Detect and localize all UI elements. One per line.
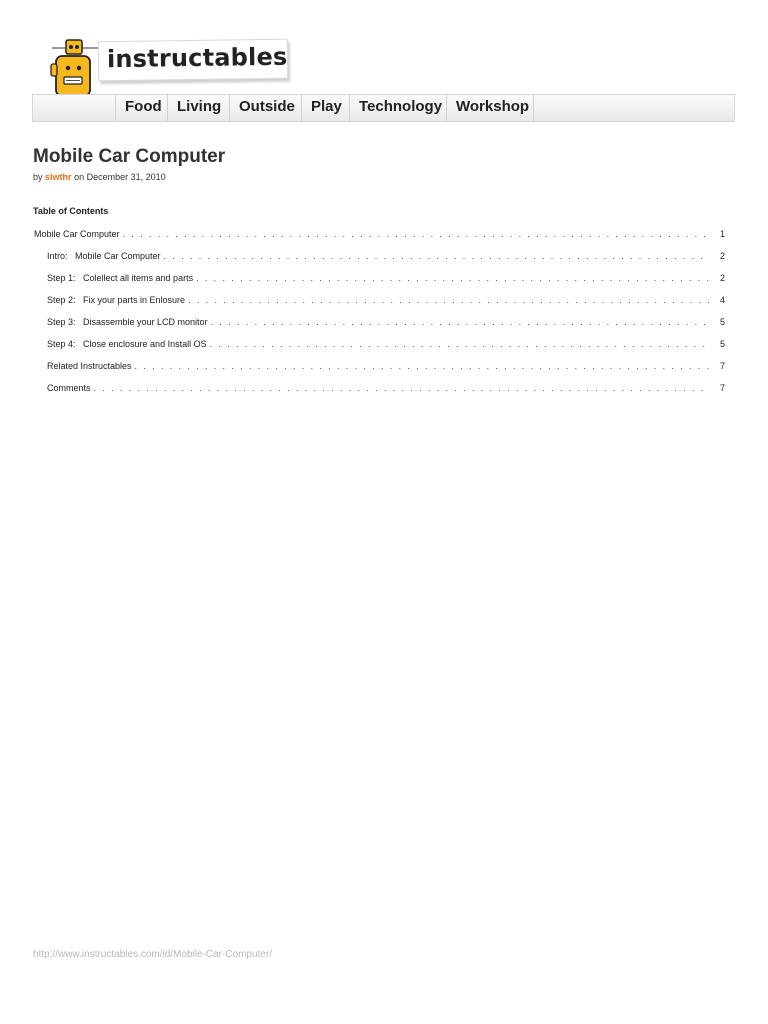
logo-wordmark: instructables xyxy=(106,42,288,74)
byline-prefix: by xyxy=(33,172,43,182)
author-link[interactable]: slwthr xyxy=(45,172,72,182)
toc-page-number: 2 xyxy=(719,251,725,261)
toc-page-number: 5 xyxy=(719,317,725,327)
toc-entry-label: Step 4: Close enclosure and Install OS xyxy=(47,339,207,349)
toc-leader-dots xyxy=(135,361,710,371)
nav-item-outside[interactable]: Outside xyxy=(229,95,301,122)
toc-page-number: 7 xyxy=(719,361,725,371)
nav-item-workshop[interactable]: Workshop xyxy=(446,95,534,122)
toc-entry-step-2[interactable] xyxy=(47,295,725,307)
category-nav xyxy=(32,94,735,122)
toc-page-number: 4 xyxy=(719,295,725,305)
toc-leader-dots xyxy=(94,383,710,393)
toc-entry-label: Step 1: Colellect all items and parts xyxy=(47,273,194,283)
byline xyxy=(33,172,166,182)
toc-entry-step-4[interactable] xyxy=(47,339,725,351)
toc-leader-dots xyxy=(211,317,710,327)
publish-date: on December 31, 2010 xyxy=(74,172,166,182)
toc-entry-label: Related Instructables xyxy=(47,361,132,371)
toc-heading: Table of Contents xyxy=(33,206,109,216)
toc-leader-dots xyxy=(164,251,710,261)
nav-item-technology[interactable]: Technology xyxy=(349,95,446,122)
toc-entry-label: Step 3: Disassemble your LCD monitor xyxy=(47,317,208,327)
toc-entry-step-3[interactable] xyxy=(47,317,725,329)
toc-entry-label: Mobile Car Computer xyxy=(34,229,120,239)
toc-page-number: 2 xyxy=(719,273,725,283)
toc-entry-label: Comments xyxy=(47,383,91,393)
nav-item-living[interactable]: Living xyxy=(167,95,229,122)
toc-entry-mobile-car-computer[interactable] xyxy=(34,229,725,241)
site-header xyxy=(0,0,768,130)
toc-entry-label: Step 2: Fix your parts in Enlosure xyxy=(47,295,186,305)
toc-entry-intro[interactable] xyxy=(47,251,725,263)
logo-wordmark-box[interactable] xyxy=(98,39,289,82)
toc-entry-label: Intro: Mobile Car Computer xyxy=(47,251,161,261)
toc-leader-dots xyxy=(123,229,710,239)
toc-leader-dots xyxy=(210,339,710,349)
toc-page-number: 1 xyxy=(719,229,725,239)
footer-url-link[interactable]: http://www.instructables.com/id/Mobile-Car-Computer/ xyxy=(33,949,272,960)
toc-leader-dots xyxy=(196,273,710,283)
toc-entry-comments[interactable] xyxy=(47,383,725,395)
nav-item-food[interactable]: Food xyxy=(115,95,167,122)
toc-entry-step-1[interactable] xyxy=(47,273,725,285)
page-title: Mobile Car Computer xyxy=(33,146,226,167)
toc-entry-related-instructables[interactable] xyxy=(47,361,725,373)
toc-leader-dots xyxy=(188,295,710,305)
nav-item-play[interactable]: Play xyxy=(301,95,349,122)
toc-page-number: 7 xyxy=(719,383,725,393)
toc-page-number: 5 xyxy=(719,339,725,349)
